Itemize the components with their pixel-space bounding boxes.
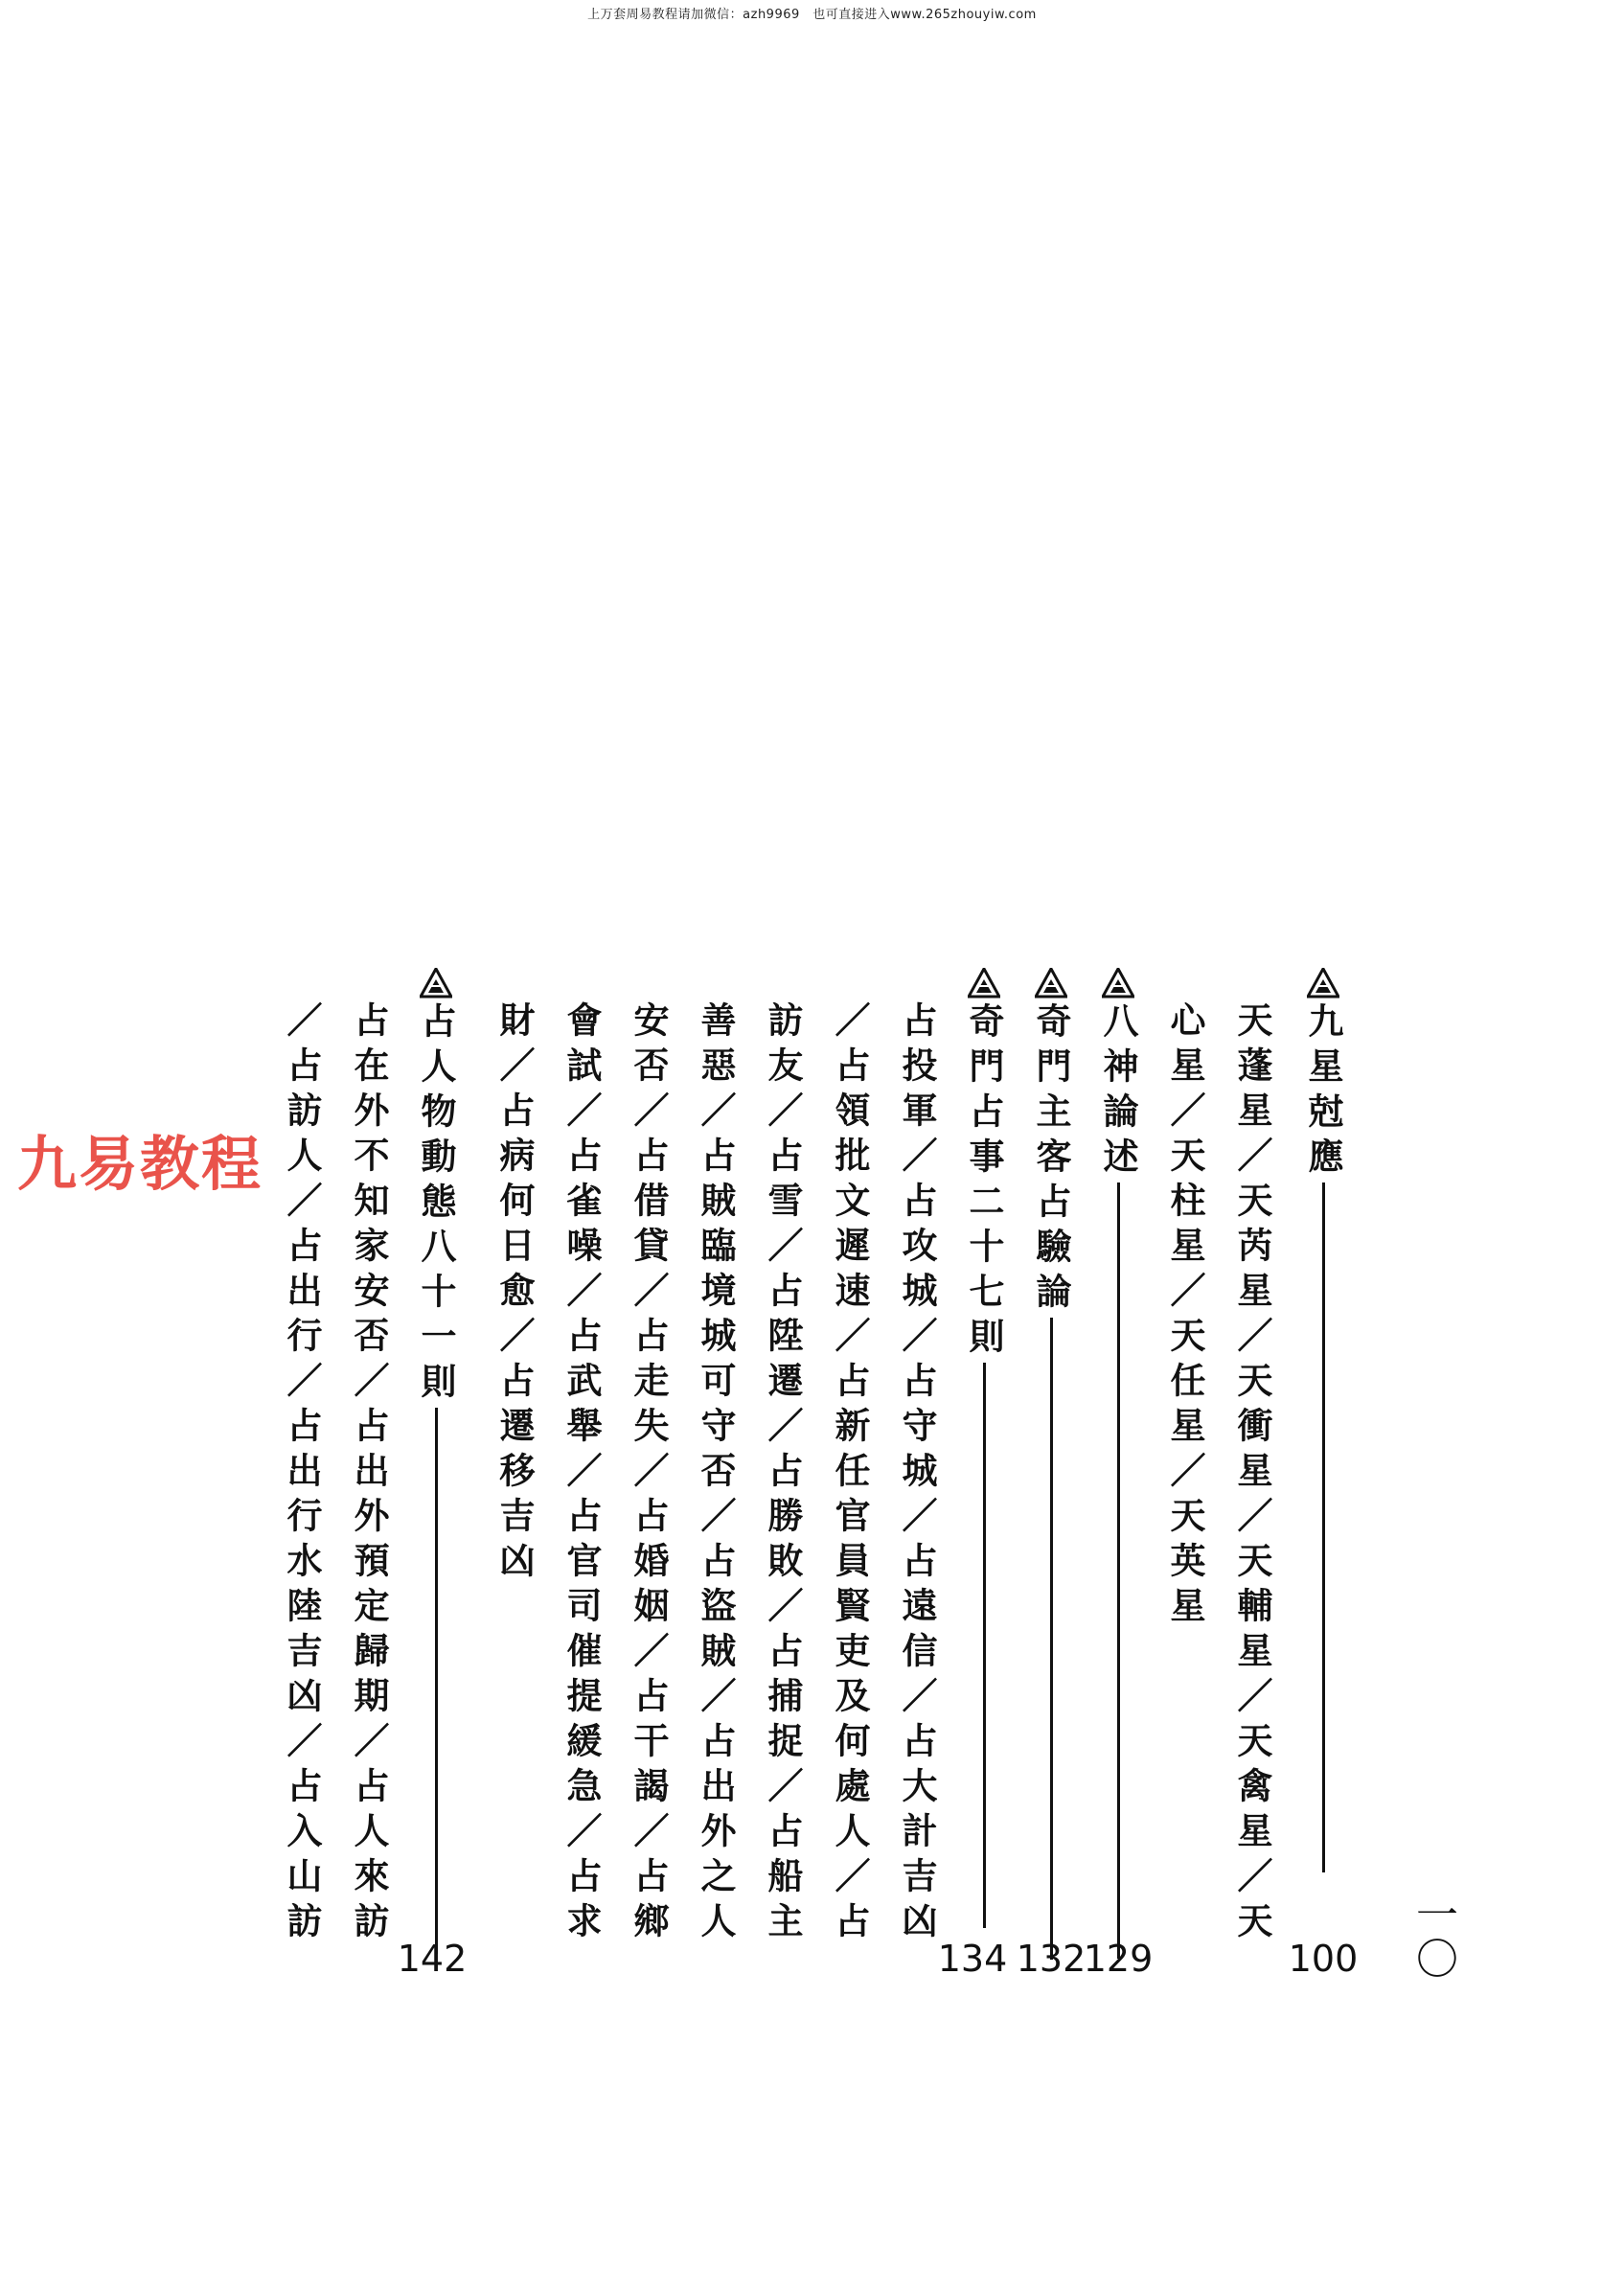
triangle-marker-icon <box>1307 968 1339 999</box>
leader-rule <box>1117 1182 1120 1959</box>
toc-subline-text: 財／占病何日愈／占遷移吉凶 <box>493 1001 536 1587</box>
toc-subline-text: 占投軍／占攻城／占守城／占遠信／占大計吉凶 <box>896 1001 938 1947</box>
leader-rule <box>1322 1182 1325 1872</box>
page-number: 129 <box>1083 1938 1154 1980</box>
toc-entry-subline <box>346 1001 392 1947</box>
toc-entry-title: 八神論述 <box>1097 1002 1139 1182</box>
triangle-marker-icon <box>1035 968 1067 999</box>
toc-entry-subline <box>492 1001 538 1587</box>
toc-entry-subline <box>760 1001 806 1947</box>
leader-rule <box>1050 1318 1053 1960</box>
toc-entry-heading <box>1300 968 1346 1872</box>
toc-subline-text: 天蓬星／天芮星／天衝星／天輔星／天禽星／天 <box>1231 1001 1273 1947</box>
leader-rule <box>435 1408 438 1954</box>
toc-entry-subline <box>559 1001 605 1947</box>
toc-entry-subline <box>827 1001 873 1947</box>
toc-subline-text: ／占訪人／占出行／占出行水陸吉凶／占入山訪 <box>281 1001 323 1947</box>
toc-entry-subline <box>1162 1001 1208 1632</box>
toc-entry-title: 占人物動態八十一則 <box>415 1002 457 1408</box>
toc-subline-text: 訪友／占雪／占陞遷／占勝敗／占捕捉／占船主 <box>762 1001 804 1947</box>
page-number: 132 <box>1016 1938 1086 1980</box>
toc-entry-title: 奇門主客占驗論 <box>1030 1002 1072 1318</box>
toc-entry-subline <box>1229 1001 1275 1947</box>
toc-subline-text: 安否／占借貸／占走失／占婚姻／占干謁／占鄉 <box>628 1001 670 1947</box>
toc-entry-heading <box>1095 968 1141 1959</box>
toc-entry-subline <box>894 1001 940 1947</box>
toc-entry-heading <box>961 968 1007 1928</box>
toc-entry-subline <box>279 1001 325 1947</box>
toc-entry-heading <box>1028 968 1074 1960</box>
toc-subline-text: ／占領批文遲速／占新任官員賢吏及何處人／占 <box>829 1001 871 1947</box>
toc-subline-text: 善惡／占賊臨境城可守否／占盜賊／占出外之人 <box>695 1001 737 1947</box>
watermark-text: 九易教程 <box>17 1129 263 1199</box>
triangle-marker-icon <box>420 968 452 999</box>
folio-page-number: 一〇 <box>1408 1893 1457 1981</box>
toc-entry-title: 奇門占事二十七則 <box>963 1002 1005 1363</box>
toc-entry-title: 九星尅應 <box>1302 1002 1344 1182</box>
toc-subline-text: 會試／占雀噪／占武舉／占官司催提緩急／占求 <box>560 1001 603 1947</box>
toc-entry-subline <box>626 1001 672 1947</box>
header-note: 上万套周易教程请加微信：azh9969 也可直接进入www.265zhouyiw.com <box>587 8 1037 22</box>
triangle-marker-icon <box>968 968 1000 999</box>
toc-entry-heading <box>413 968 459 1954</box>
toc-subline-text: 心星／天柱星／天任星／天英星 <box>1164 1001 1206 1632</box>
toc-entry-subline <box>693 1001 739 1947</box>
triangle-marker-icon <box>1102 968 1134 999</box>
page-number: 142 <box>397 1938 468 1980</box>
leader-rule <box>983 1363 986 1928</box>
page-number: 100 <box>1288 1938 1359 1980</box>
page-number: 134 <box>937 1938 1008 1980</box>
toc-subline-text: 占在外不知家安否／占出外預定歸期／占人來訪 <box>348 1001 390 1947</box>
